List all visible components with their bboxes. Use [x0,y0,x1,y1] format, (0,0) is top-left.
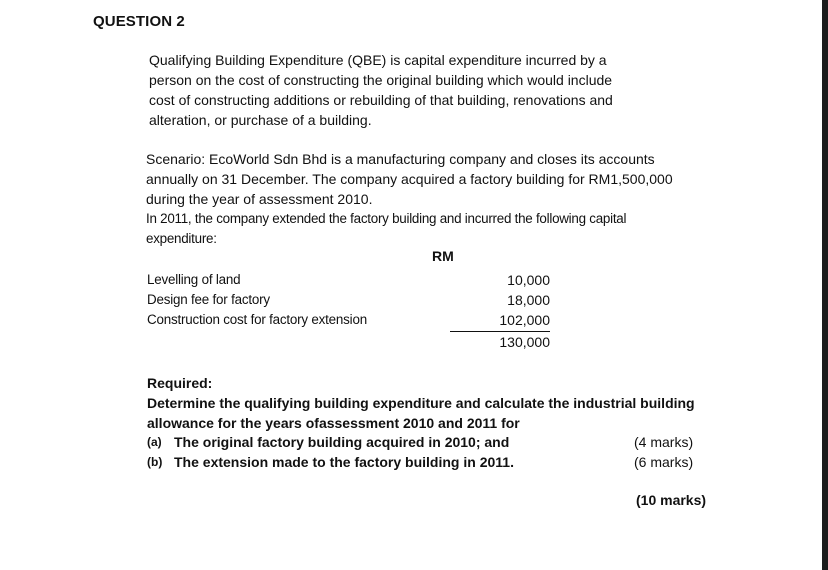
part-marks: (6 marks) [634,454,694,470]
scenario-text [146,149,721,249]
required-instruction-line: allowance for the years ofassessment 2010 and 2011 for [147,415,520,431]
part-marks: (4 marks) [634,434,694,450]
currency-header: RM [432,248,454,264]
intro-line: alteration, or purchase of a building. [149,112,372,128]
part-text: The extension made to the factory building in 2011. [174,454,514,470]
part-label: (b) [147,455,163,469]
expenditure-item-amount: 102,000 [499,312,550,328]
qbe-definition [149,50,667,130]
required-instruction-line: Determine the qualifying building expenditure and calculate the industrial building [147,395,695,411]
intro-line: Qualifying Building Expenditure (QBE) is capital expenditure incurred by a [149,52,607,68]
expenditure-item-amount: 10,000 [507,272,550,288]
intro-line: person on the cost of constructing the original building which would include [149,72,613,88]
scenario-line: during the year of assessment 2010. [146,191,373,207]
part-b [147,452,707,472]
part-text: The original factory building acquired in 2010; and [174,434,510,450]
expenditure-amounts [450,270,550,330]
total-marks: (10 marks) [636,492,707,508]
part-a [147,432,707,452]
question-parts [147,432,707,472]
part-label: (a) [147,435,162,449]
question-title: QUESTION 2 [93,13,185,30]
scenario-line: annually on 31 December. The company acquired a factory building for RM1,500,000 [146,171,673,187]
expenditure-item-amount: 18,000 [507,292,550,308]
extension-line: In 2011, the company extended the factory building and incurred the following capital [146,211,627,226]
scenario-line: Scenario: EcoWorld Sdn Bhd is a manufacturing company and closes its accounts [146,151,655,167]
required-section [147,373,722,433]
required-heading: Required: [147,375,213,391]
intro-line: cost of constructing additions or rebuilding of that building, renovations and [149,92,613,108]
viewer-edge [822,0,828,570]
expenditure-total: 130,000 [499,334,550,350]
expenditure-item-label: Construction cost for factory extension [147,312,367,327]
expenditure-labels [147,270,367,330]
expenditure-item-label: Levelling of land [147,272,241,287]
expenditure-item-label: Design fee for factory [147,292,270,307]
extension-line: expenditure: [146,231,217,246]
